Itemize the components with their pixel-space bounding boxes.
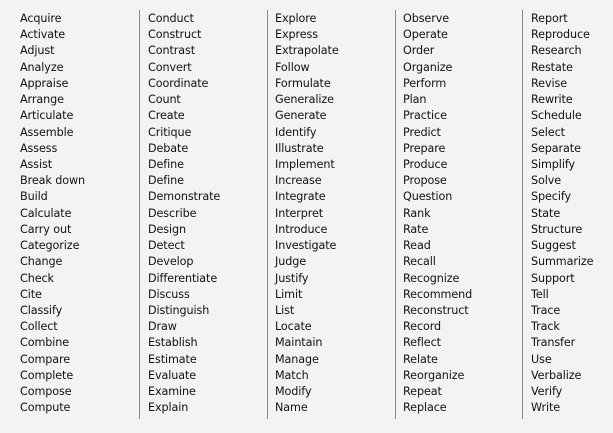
word-item: List	[275, 303, 295, 317]
word-item: Verify	[531, 385, 563, 399]
word-item: Operate	[403, 28, 448, 42]
word-item: Change	[20, 255, 63, 269]
word-item: Observe	[403, 12, 450, 25]
word-item: Appraise	[20, 76, 69, 90]
word-item: Assemble	[20, 125, 74, 139]
word-item: Count	[148, 93, 181, 107]
word-item: Reconstruct	[403, 303, 469, 317]
word-item: Reflect	[403, 336, 441, 350]
word-item: Estimate	[148, 352, 197, 366]
word-item: Check	[20, 271, 54, 285]
word-item: Activate	[20, 28, 66, 42]
word-item: Adjust	[20, 44, 55, 58]
word-item: Prepare	[403, 141, 446, 155]
word-item: Extrapolate	[275, 44, 339, 58]
word-item: Question	[403, 190, 453, 204]
word-item: Summarize	[531, 255, 594, 269]
word-item: Detect	[148, 239, 185, 253]
word-item: State	[531, 206, 561, 220]
word-item: Introduce	[275, 222, 328, 236]
word-item: Build	[20, 190, 48, 204]
word-item: Critique	[148, 125, 192, 139]
word-item: Create	[148, 109, 185, 123]
word-item: Generate	[275, 109, 327, 123]
word-item: Convert	[148, 60, 192, 74]
word-item: Locate	[275, 320, 312, 334]
word-item: Recognize	[403, 271, 460, 285]
word-item: Select	[531, 125, 565, 139]
word-item: Reproduce	[531, 28, 590, 42]
word-item: Practice	[403, 109, 447, 123]
word-item: Revise	[531, 76, 567, 90]
word-item: Repeat	[403, 385, 442, 399]
word-item: Structure	[531, 222, 583, 236]
word-item: Recall	[403, 255, 436, 269]
word-item: Restate	[531, 60, 573, 74]
word-item: Name	[275, 401, 308, 415]
word-item: Judge	[275, 255, 306, 269]
word-item: Identify	[275, 125, 317, 139]
word-item: Increase	[275, 174, 322, 188]
word-item: Debate	[148, 141, 189, 155]
word-item: Design	[148, 222, 187, 236]
column-divider	[267, 10, 268, 419]
word-item: Collect	[20, 320, 58, 334]
word-item: Formulate	[275, 76, 331, 90]
word-item: Discuss	[148, 287, 190, 301]
word-item: Perform	[403, 76, 447, 90]
word-item: Replace	[403, 401, 447, 415]
word-item: Write	[531, 401, 561, 415]
word-item: Separate	[531, 141, 581, 155]
column-divider	[395, 10, 396, 419]
word-item: Reorganize	[403, 368, 465, 382]
word-item: Support	[531, 271, 575, 285]
word-item: Integrate	[275, 190, 326, 204]
word-item: Solve	[531, 174, 562, 188]
word-item: Plan	[403, 93, 427, 107]
word-item: Illustrate	[275, 141, 324, 155]
word-item: Recommend	[403, 287, 473, 301]
word-item: Break down	[20, 174, 85, 188]
word-item: Explain	[148, 401, 189, 415]
word-item: Relate	[403, 352, 438, 366]
word-item: Contrast	[148, 44, 196, 58]
word-item: Propose	[403, 174, 447, 188]
word-item: Draw	[148, 320, 177, 334]
word-item: Tell	[531, 287, 549, 301]
word-item: Demonstrate	[148, 190, 221, 204]
word-item: Verbalize	[531, 368, 582, 382]
word-item: Combine	[20, 336, 70, 350]
word-item: Simplify	[531, 157, 575, 171]
word-item: Use	[531, 352, 552, 366]
word-item: Coordinate	[148, 76, 209, 90]
word-item: Match	[275, 368, 309, 382]
word-item: Establish	[148, 336, 198, 350]
word-item: Define	[148, 157, 184, 171]
word-item: Assess	[20, 141, 58, 155]
word-item: Carry out	[20, 222, 72, 236]
word-item: Rewrite	[531, 93, 573, 107]
column-divider	[139, 10, 140, 419]
word-item: Record	[403, 320, 442, 334]
word-item: Categorize	[20, 239, 80, 253]
word-item: Analyze	[20, 60, 64, 74]
word-item: Justify	[275, 271, 309, 285]
word-item: Manage	[275, 352, 319, 366]
word-item: Trace	[531, 303, 561, 317]
word-item: Cite	[20, 287, 42, 301]
word-item: Express	[275, 28, 318, 42]
word-item: Construct	[148, 28, 202, 42]
word-item: Produce	[403, 157, 448, 171]
word-item: Implement	[275, 157, 335, 171]
word-item: Rate	[403, 222, 429, 236]
word-item: Predict	[403, 125, 441, 139]
word-item: Conduct	[148, 12, 194, 25]
word-item: Rank	[403, 206, 431, 220]
word-item: Articulate	[20, 109, 74, 123]
word-item: Follow	[275, 60, 310, 74]
word-item: Compute	[20, 401, 71, 415]
word-item: Evaluate	[148, 368, 197, 382]
word-item: Track	[531, 320, 560, 334]
word-item: Investigate	[275, 239, 337, 253]
word-item: Schedule	[531, 109, 582, 123]
word-item: Organize	[403, 60, 453, 74]
column-divider	[522, 10, 523, 419]
word-item: Compare	[20, 352, 71, 366]
word-item: Develop	[148, 255, 194, 269]
word-item: Describe	[148, 206, 197, 220]
word-item: Calculate	[20, 206, 72, 220]
word-item: Research	[531, 44, 582, 58]
word-item: Maintain	[275, 336, 323, 350]
word-item: Classify	[20, 303, 63, 317]
word-item: Compose	[20, 385, 72, 399]
word-item: Transfer	[531, 336, 576, 350]
word-item: Differentiate	[148, 271, 218, 285]
word-item: Limit	[275, 287, 303, 301]
word-item: Interpret	[275, 206, 324, 220]
word-item: Distinguish	[148, 303, 210, 317]
word-item: Order	[403, 44, 435, 58]
word-item: Read	[403, 239, 431, 253]
word-item: Define	[148, 174, 184, 188]
word-item: Suggest	[531, 239, 576, 253]
word-item: Modify	[275, 385, 312, 399]
word-item: Examine	[148, 385, 196, 399]
word-item: Explore	[275, 12, 317, 25]
word-item: Assist	[20, 157, 53, 171]
word-item: Report	[531, 12, 568, 25]
word-item: Complete	[20, 368, 74, 382]
word-item: Generalize	[275, 93, 334, 107]
word-item: Arrange	[20, 93, 64, 107]
word-item: Acquire	[20, 12, 62, 25]
word-item: Specify	[531, 190, 572, 204]
